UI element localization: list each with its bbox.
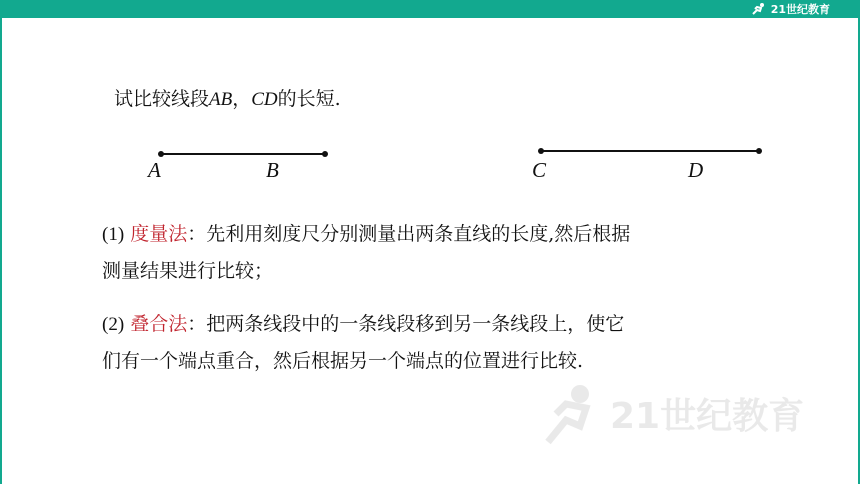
label-c: C — [532, 158, 547, 182]
method-2-line2: 们有一个端点重合，然后根据另一个端点的位置进行比较. — [102, 350, 584, 372]
point-c — [538, 148, 544, 154]
label-a: A — [148, 158, 161, 182]
question-suffix: 的长短. — [277, 88, 341, 110]
method-1-number: (1) — [102, 224, 125, 245]
point-a — [158, 151, 164, 157]
method-2 — [102, 306, 782, 379]
question-seg-ab: AB — [209, 89, 233, 110]
watermark-logo — [540, 378, 840, 458]
label-b: B — [266, 158, 279, 182]
watermark-text: 21世纪教育 — [610, 396, 805, 437]
point-d — [756, 148, 762, 154]
method-1-line1 — [102, 216, 782, 253]
question-prefix: 试比较线段 — [114, 88, 210, 110]
brand-text: 21世纪教育 — [770, 3, 830, 16]
method-2-name: 叠合法 — [130, 313, 188, 335]
method-2-number: (2) — [102, 314, 125, 335]
method-1-line2: 测量结果进行比较； — [102, 260, 274, 282]
label-d: D — [688, 158, 704, 182]
question-seg-cd: CD — [251, 89, 278, 110]
method-2-text1: ：把两条线段中的一条线段移到另一条线段上，使它 — [187, 313, 625, 335]
method-1 — [102, 216, 782, 289]
method-1-name: 度量法 — [130, 223, 188, 245]
method-2-line1 — [102, 306, 782, 343]
method-1-text1: ：先利用刻度尺分别测量出两条直线的长度,然后根据 — [187, 223, 631, 245]
point-b — [322, 151, 328, 157]
question-sep: ， — [232, 88, 252, 110]
watermark-runner-icon — [540, 378, 840, 458]
